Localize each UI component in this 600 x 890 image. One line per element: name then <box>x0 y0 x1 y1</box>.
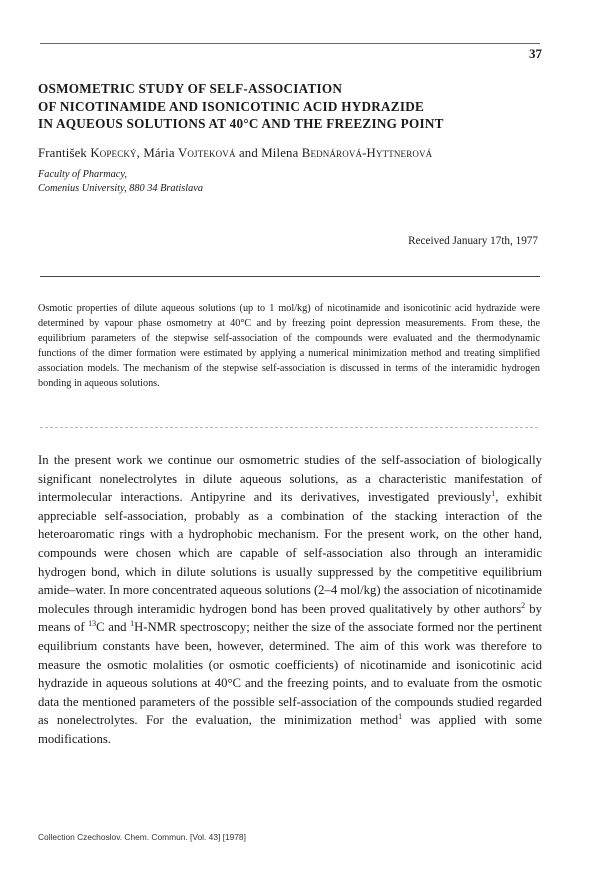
affiliation-line: Comenius University, 880 34 Bratislava <box>38 183 204 194</box>
body-text: C and <box>96 620 131 635</box>
body-text: H-NMR spectroscopy; neither the size of the associate formed nor the pertinent equilibrium constants have been, however, determined. The aim of this work was therefore to measure the osmotic molalities (or osmotic coefficients) of nicotinamide and isonicotinic acid hydrazide in aqueous solutions at 40°C and the freezing points, and to evaluate from the osmotic data the mentioned parameters of the possible self-association of the compounds studied regarded as nonelectrolytes. For the evaluation, the minimization method <box>38 620 543 728</box>
author-family-name: Kopecký <box>90 146 137 160</box>
author-given-name: Milena <box>261 146 299 160</box>
body-paragraph <box>38 451 542 749</box>
body-text: In the present work we continue our osmometric studies of the self-association of biologically significant nonelectrolytes in dilute aqueous solutions, as a characteristic manifestation of intermolecular interactions. Antipyrine and its derivatives, investigated previously <box>38 453 542 505</box>
received-date: Received January 17th, 1977 <box>408 235 538 247</box>
abstract: Osmotic properties of dilute aqueous solutions (up to 1 mol/kg) of nicotinamide and isonicotinic acid hydrazide were determined by vapour phase osmometry at 40°C and by freezing point depression measurements. From these, the equilibrium parameters of the stepwise self-association of the compounds were evaluated and the thermodynamic functions of the dimer formation were estimated by applying a numerical minimization method and treating simplified association models. The mechanism of the stepwise self-association is discussed in terms of the interamidic hydrogen bonding in aqueous solutions. <box>38 303 540 390</box>
isotope-mass-number: 1 <box>130 619 135 629</box>
author-separator: , <box>136 146 144 160</box>
reference-marker: 1 <box>398 712 403 722</box>
title-line: IN AQUEOUS SOLUTIONS AT 40°C AND THE FREEZING POINT <box>38 116 444 131</box>
isotope-mass-number: 13 <box>88 619 97 629</box>
page-number: 37 <box>529 46 542 61</box>
author-list <box>38 146 432 161</box>
title-line: OF NICOTINAMIDE AND ISONICOTINIC ACID HYDRAZIDE <box>38 98 425 114</box>
journal-citation: Collection Czechoslov. Chem. Commun. [Vol. 43] [1978] <box>38 832 246 842</box>
author-family-name: Bednárová-Hyttnerová <box>301 146 433 160</box>
author-given-name: Mária <box>143 146 175 160</box>
affiliation <box>38 168 203 196</box>
abstract-rule <box>40 427 538 428</box>
reference-marker: 2 <box>521 600 526 610</box>
author-family-name: Vojteková <box>178 146 236 160</box>
article-title <box>38 80 558 133</box>
body-text: , exhibit appreciable self-association, probably as a combination of the stacking interaction of the heteroaromatic rings with a hydrophobic mechanism. For the present work, on the other hand, compounds were chosen which are capable of self-association also through an interamidic hydrogen bond, which in dilute solutions is usually suppressed by the competitive equilibrium amide–water. In more concentrated aqueous solutions (2–4 mol/kg) the association of nicotinamide molecules through interamidic hydrogen bond has been proved qualitatively by other authors <box>38 490 542 616</box>
header-rule <box>40 43 540 44</box>
reference-marker: 1 <box>491 488 496 498</box>
body-text: was applied with some modifications. <box>38 713 542 746</box>
body-text: by means of <box>38 601 542 635</box>
author-given-name: František <box>38 146 87 160</box>
title-line: OSMOMETRIC STUDY OF SELF-ASSOCIATION <box>38 81 343 96</box>
affiliation-line: Faculty of Pharmacy, <box>38 169 127 180</box>
section-rule <box>40 276 540 277</box>
author-separator: and <box>235 146 262 160</box>
